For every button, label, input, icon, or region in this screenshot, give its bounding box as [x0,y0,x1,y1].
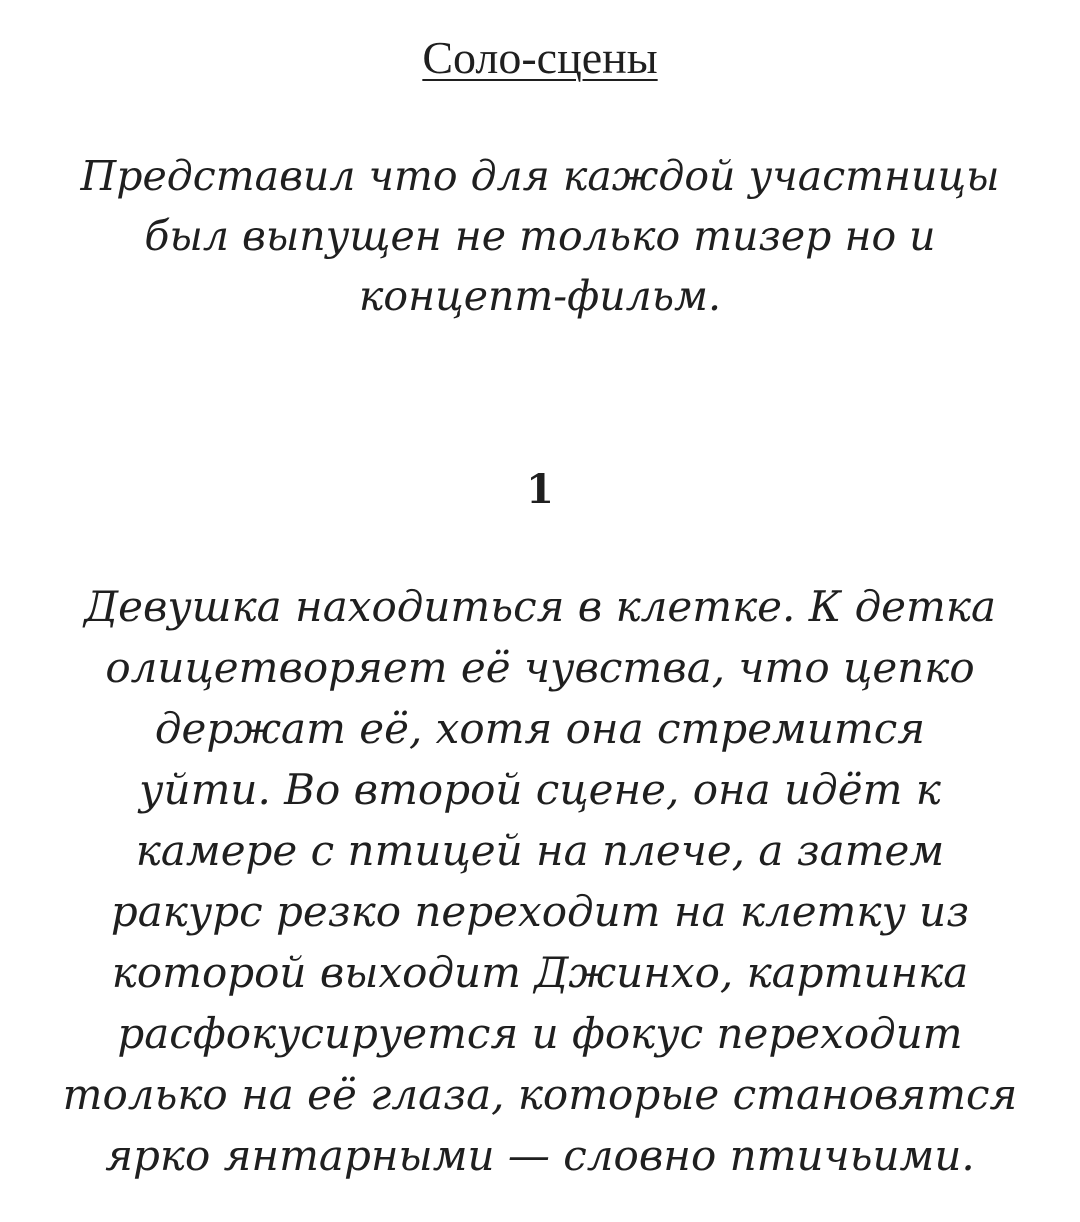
story-line: расфокусируется и фокус переходит [117,1009,963,1058]
story-paragraph [30,576,1050,1186]
story-line: олицетворяет её чувства, что цепко [105,643,975,692]
story-line: ярко янтарными — словно птичьими. [105,1131,975,1180]
intro-line: концепт-фильм. [358,272,722,320]
story-line: уйти. Во второй сцене, она идёт к [139,765,941,814]
story-line: камере с птицей на плече, а затем [135,826,945,875]
section-number: 1 [526,466,554,513]
intro-paragraph [40,146,1040,326]
intro-line: был выпущен не только тизер но и [144,212,936,260]
story-line: ракурс резко переходит на клетку из [110,887,970,936]
page-title [0,28,1080,88]
page-title-text: Соло-сцены [422,32,658,83]
story-line: Девушка находиться в клетке. К детка [83,582,996,631]
story-line: которой выходит Джинхо, картинка [111,948,969,997]
intro-line: Представил что для каждой участницы [80,152,1000,200]
story-line: держат её, хотя она стремится [154,704,926,753]
story-line: только на её глаза, которые становятся [62,1070,1018,1119]
